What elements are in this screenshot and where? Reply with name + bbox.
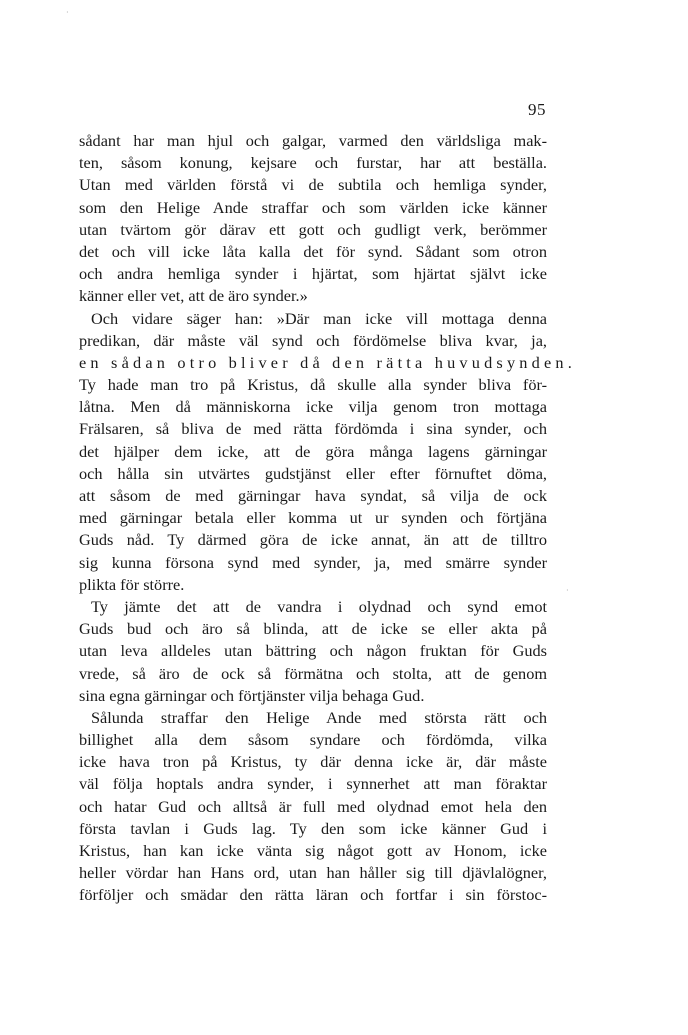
text-line: en sådan otro bliver då den rätta huvudsynden. [79, 352, 577, 372]
text-line: förföljer och smädar den rätta läran och fortfar i sin förstoc- [79, 885, 547, 905]
text-line: Utan med världen förstå vi de subtila och hemliga synder, [79, 175, 547, 195]
text-line: känner eller vet, att de äro synder.» [79, 286, 308, 306]
text-line: att såsom de med gärningar hava syndat, så vilja de ock [79, 486, 547, 505]
scan-speck: · [66, 8, 69, 17]
text-line: Ty jämte det att de vandra i olydnad och synd emot [91, 596, 547, 616]
text-line: låtna. Men då människorna icke vilja genom tron mottaga [79, 397, 547, 417]
text-line: väl följa hoptals andra synder, i synnerhet att man föraktar [79, 774, 547, 794]
page-number: 95 [528, 100, 546, 119]
text-line: heller vördar han Hans ord, utan han håller sig till djävlalögner, [79, 863, 547, 883]
text-line: billighet alla dem såsom syndare och fördömda, vilka [79, 730, 547, 750]
text-line: och hatar Gud och alltså är full med olydnad emot hela den [79, 796, 547, 816]
text-line: Kristus, han kan icke vänta sig något gott av Honom, icke [79, 841, 547, 860]
text-line: Frälsaren, så bliva de med rätta fördömda i sina synder, och [79, 419, 547, 439]
text-line: icke hava tron på Kristus, ty där denna icke är, där måste [79, 752, 547, 772]
text-line: Guds bud och äro så blinda, att de icke se eller akta på [79, 619, 547, 639]
text-line: med gärningar betala eller komma ut ur synden och förtjäna [79, 508, 547, 528]
text-line: det och vill icke låta kalla det för synd. Sådant som otron [79, 241, 547, 261]
text-line: som den Helige Ande straffar och som världen icke känner [79, 197, 547, 217]
text-line: Guds nåd. Ty därmed göra de icke annat, än att de tilltro [79, 530, 547, 550]
scan-speck: · [566, 586, 569, 595]
text-line: Ty hade man tro på Kristus, då skulle alla synder bliva för- [79, 375, 547, 395]
text-line: plikta för större. [79, 574, 185, 594]
body-text [79, 130, 577, 907]
text-line: sina egna gärningar och förtjänster vilja behaga Gud. [79, 685, 425, 705]
text-line: utan leva alldeles utan bättring och någon fruktan för Guds [79, 641, 547, 661]
text-line: Sålunda straffar den Helige Ande med största rätt och [91, 707, 547, 727]
text-line: och hålla sin utvärtes gudstjänst eller efter förnuftet döma, [79, 463, 547, 483]
text-line: ten, såsom konung, kejsare och furstar, har att beställa. [79, 153, 547, 173]
text-line: sig kunna försona synd med synder, ja, med smärre synder [79, 552, 547, 572]
text-line: predikan, där måste väl synd och fördömelse bliva kvar, ja, [79, 330, 547, 350]
text-line: första tavlan i Guds lag. Ty den som icke känner Gud i [79, 818, 547, 838]
text-line: utan tvärtom gör därav ett gott och gudligt verk, berömmer [79, 219, 547, 239]
text-line: det hjälper dem icke, att de göra många lagens gärningar [79, 441, 547, 461]
text-line: sådant har man hjul och galgar, varmed den världsliga mak- [79, 131, 547, 150]
text-line: och andra hemliga synder i hjärtat, som hjärtat självt icke [79, 264, 547, 284]
text-line: Och vidare säger han: »Där man icke vill mottaga denna [91, 308, 547, 328]
text-line: vrede, så äro de ock så förmätna och stolta, att de genom [79, 663, 547, 683]
